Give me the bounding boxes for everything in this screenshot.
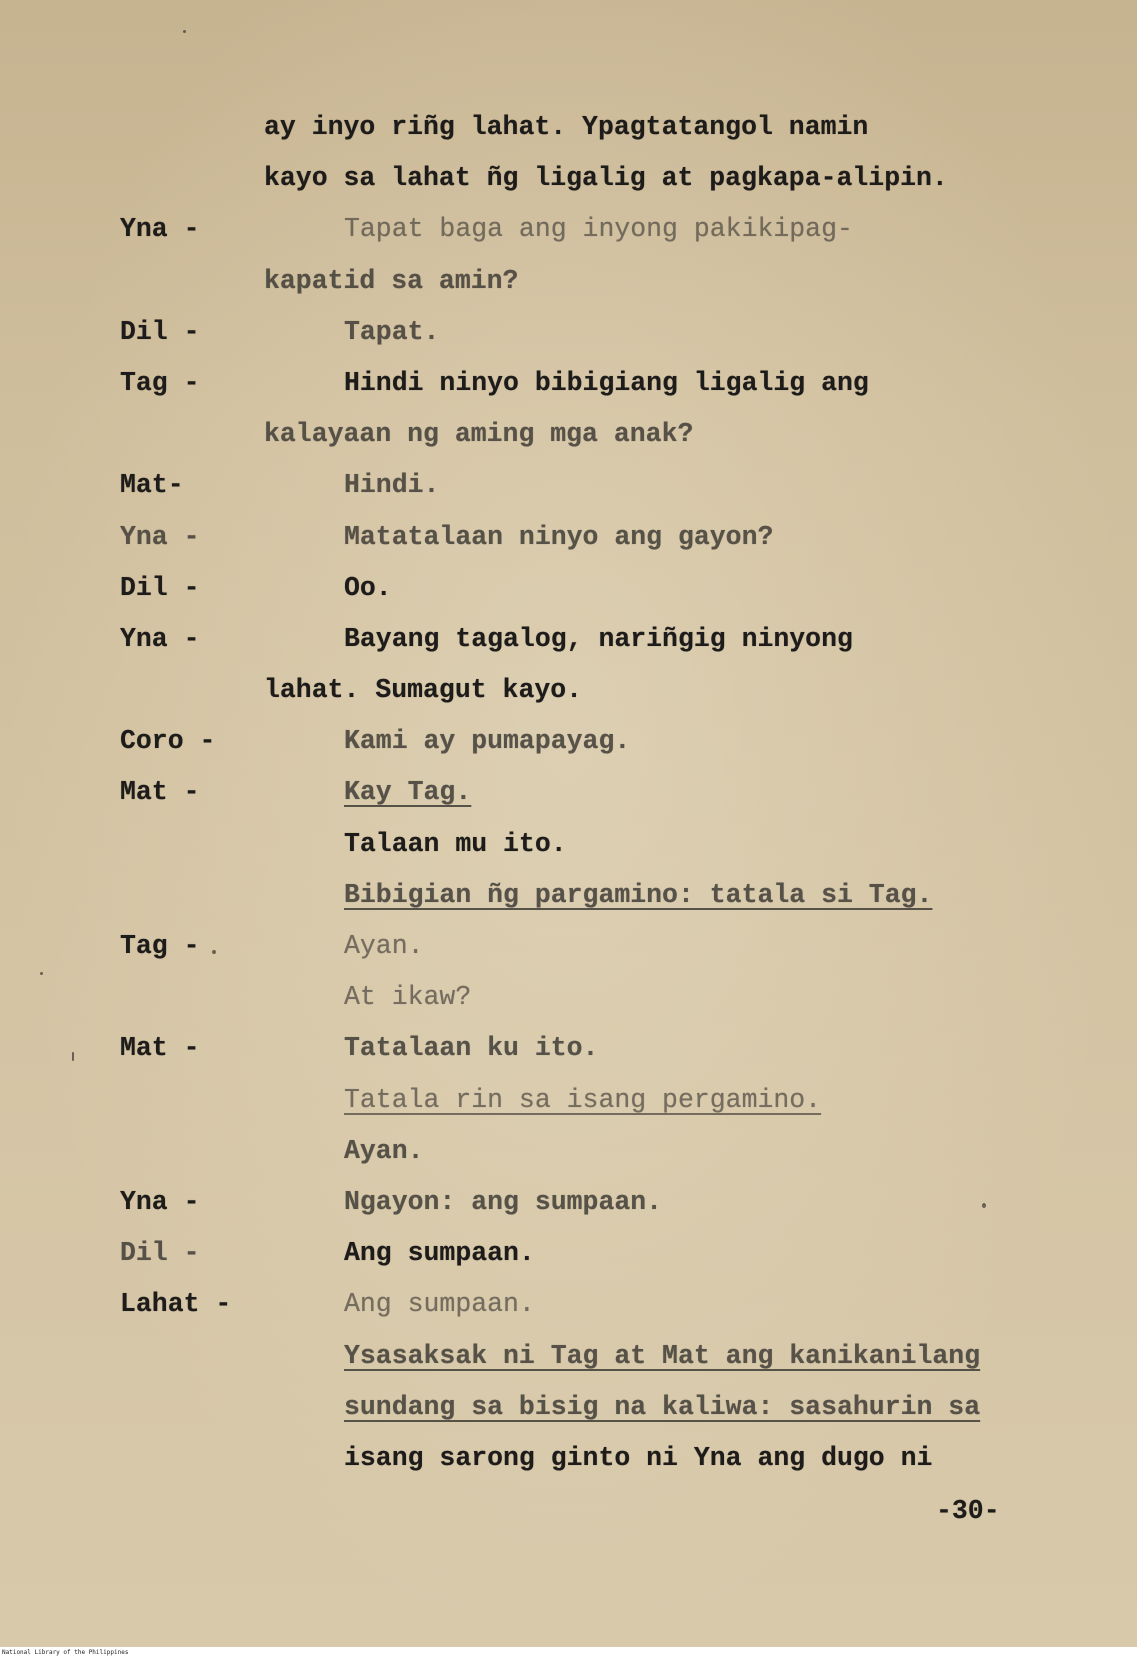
script-line bbox=[0, 409, 1137, 460]
dialogue-text: Kami ay pumapayag. bbox=[344, 726, 631, 757]
speaker-label: Lahat - bbox=[120, 1289, 232, 1320]
script-line bbox=[0, 1382, 1137, 1433]
speaker-label: Tag - bbox=[120, 931, 200, 961]
speaker-label: Yna - bbox=[120, 1186, 200, 1217]
dialogue-text: Hindi. bbox=[344, 470, 440, 501]
dialogue-text: Ayan. bbox=[344, 931, 424, 961]
speaker-label: Dil - bbox=[120, 572, 200, 603]
stage-direction: Kay Tag. bbox=[344, 777, 472, 808]
script-line bbox=[0, 307, 1137, 358]
dialogue-continuation: kalayaan ng aming mga anak? bbox=[264, 419, 694, 450]
dialogue-continuation: ay inyo riñg lahat. Ypagtatangol namin bbox=[264, 112, 869, 142]
page-number: -30- bbox=[936, 1496, 1000, 1526]
dialogue-text: Matatalaan ninyo ang gayon? bbox=[344, 521, 774, 552]
script-line bbox=[0, 870, 1137, 921]
speaker-label: Mat - bbox=[120, 1033, 200, 1064]
speaker-label: Mat- bbox=[120, 470, 184, 501]
dialogue-text: Ang sumpaan. bbox=[344, 1238, 535, 1269]
script-line bbox=[0, 102, 1137, 153]
script-line bbox=[0, 972, 1137, 1023]
script-line bbox=[0, 716, 1137, 767]
script-line bbox=[0, 256, 1137, 307]
script-line bbox=[0, 512, 1137, 563]
speaker-label: Mat - bbox=[120, 777, 200, 808]
ink-speck bbox=[212, 950, 216, 954]
script-line bbox=[0, 819, 1137, 870]
ink-speck bbox=[982, 1203, 986, 1208]
script-line bbox=[0, 1279, 1137, 1330]
speaker-label: Yna - bbox=[120, 521, 200, 552]
script-line bbox=[0, 1433, 1137, 1484]
speaker-label: Yna - bbox=[120, 623, 200, 654]
footer-band bbox=[0, 1647, 1137, 1658]
dialogue-continuation: kayo sa lahat ñg ligalig at pagkapa-alipin. bbox=[264, 163, 948, 194]
script-line bbox=[0, 358, 1137, 409]
dialogue-text: Tapat baga ang inyong pakikipag- bbox=[344, 214, 853, 245]
speaker-label: Dil - bbox=[120, 1238, 200, 1269]
script-line bbox=[0, 1126, 1137, 1177]
dialogue-text: Ayan. bbox=[344, 1135, 424, 1166]
dialogue-text: Tapat. bbox=[344, 316, 440, 347]
stage-direction-continuation: isang sarong ginto ni Yna ang dugo ni bbox=[344, 1442, 933, 1473]
stage-direction: Bibigian ñg pargamino: tatala si Tag. bbox=[344, 879, 933, 910]
speaker-label: Dil - bbox=[120, 316, 200, 347]
script-line bbox=[0, 1023, 1137, 1074]
script-line bbox=[0, 767, 1137, 818]
dialogue-text: Ang sumpaan. bbox=[344, 1289, 535, 1320]
footer-credit: National Library of the Philippines bbox=[2, 1649, 129, 1656]
stage-direction: sundang sa bisig na kaliwa: sasahurin sa bbox=[344, 1391, 981, 1422]
speaker-label: Yna - bbox=[120, 214, 200, 245]
dialogue-text: At ikaw? bbox=[344, 982, 472, 1013]
script-line bbox=[0, 1075, 1137, 1126]
script-line bbox=[0, 1331, 1137, 1382]
dialogue-text: Hindi ninyo bibigiang ligalig ang bbox=[344, 367, 869, 398]
script-line bbox=[0, 614, 1137, 665]
script-line bbox=[0, 153, 1137, 204]
script-line bbox=[0, 204, 1137, 255]
speaker-label: Coro - bbox=[120, 726, 216, 757]
dialogue-continuation: kapatid sa amin? bbox=[264, 265, 519, 296]
dialogue-text: Tatalaan ku ito. bbox=[344, 1033, 599, 1064]
ink-speck bbox=[40, 972, 43, 975]
dialogue-text: Talaan mu ito. bbox=[344, 828, 567, 859]
script-body bbox=[0, 102, 1137, 1484]
script-line bbox=[0, 563, 1137, 614]
speaker-label: Tag - bbox=[120, 367, 200, 398]
dialogue-text: Ngayon: ang sumpaan. bbox=[344, 1186, 663, 1217]
script-line bbox=[0, 1177, 1137, 1228]
script-line bbox=[0, 921, 1137, 972]
ink-speck bbox=[72, 1052, 74, 1061]
ink-speck bbox=[183, 30, 186, 33]
script-line bbox=[0, 460, 1137, 511]
dialogue-text: Oo. bbox=[344, 572, 392, 603]
stage-direction: Tatala rin sa isang pergamino. bbox=[344, 1084, 822, 1115]
script-line bbox=[0, 665, 1137, 716]
stage-direction: Ysasaksak ni Tag at Mat ang kanikanilang bbox=[344, 1340, 981, 1371]
script-line bbox=[0, 1228, 1137, 1279]
dialogue-text: Bayang tagalog, nariñgig ninyong bbox=[344, 623, 853, 654]
dialogue-continuation: lahat. Sumagut kayo. bbox=[264, 675, 583, 706]
